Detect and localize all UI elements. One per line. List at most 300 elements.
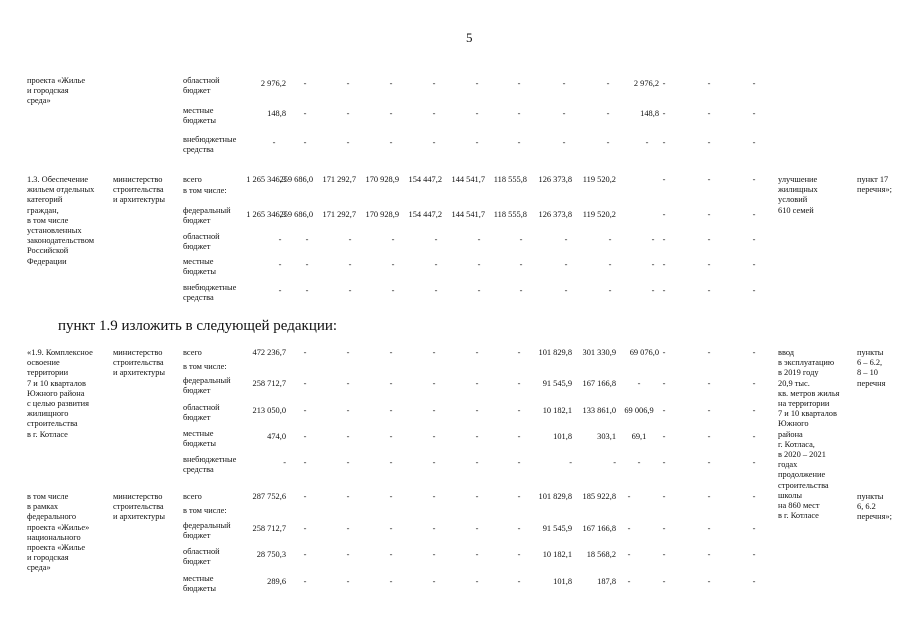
dash-cell: - [707, 235, 711, 244]
dash-cell: - [564, 260, 568, 269]
dash-cell: - [391, 235, 395, 244]
cell-value: 171 292,7 [322, 175, 356, 184]
dash-cell: - [752, 492, 756, 501]
dash-cell: - [662, 138, 666, 147]
item-name-line: Федерации [27, 256, 67, 266]
dash-cell: - [346, 348, 350, 357]
item-name-line: законодательством [27, 236, 95, 246]
dash-cell: - [303, 550, 307, 559]
dash-cell: - [475, 524, 479, 533]
dash-cell: - [608, 260, 612, 269]
dash-cell: - [434, 286, 438, 295]
dash-cell: - [475, 138, 479, 147]
cell-value: 259 686,0 [279, 175, 313, 184]
reference-line: пункт 17 [857, 175, 889, 184]
dash-cell: - [752, 79, 756, 88]
item-name-line: граждан, [27, 205, 59, 215]
dash-cell: - [707, 138, 711, 147]
dash-cell: - [707, 524, 711, 533]
dash-cell: - [348, 260, 352, 269]
dash-cell: - [346, 458, 350, 467]
dash-cell: - [662, 406, 666, 415]
dash-cell: - [389, 458, 393, 467]
cell-value: - [613, 458, 616, 467]
dash-cell: - [662, 175, 666, 184]
cell-value: 119 520,2 [582, 175, 616, 184]
dash-cell: - [278, 286, 282, 295]
cell-value: 213 050,0 [252, 406, 286, 415]
dash-cell: - [707, 550, 711, 559]
reference-line: 8 – 10 [857, 368, 878, 378]
dash-cell: - [707, 210, 711, 219]
dash-cell: - [517, 138, 521, 147]
page-number: 5 [466, 30, 473, 45]
dash-cell: - [517, 432, 521, 441]
dash-cell: - [475, 379, 479, 388]
cell-value: 101,8 [553, 577, 572, 586]
dash-cell: - [303, 577, 307, 586]
result-line: в эксплуатацию [778, 358, 835, 368]
item-name-line: строительства [27, 419, 78, 429]
dash-cell: - [475, 79, 479, 88]
item-name-line: категорий [27, 195, 63, 205]
including-label: в том числе: [183, 362, 227, 371]
cell-value: 18 568,2 [586, 550, 616, 559]
dash-cell: - [662, 432, 666, 441]
funding-source-line: внебюджетные [183, 455, 237, 464]
result-line: 7 и 10 кварталов [778, 409, 837, 419]
item-name-line: Российской [27, 246, 69, 256]
dash-cell: - [346, 109, 350, 118]
dash-cell: - [389, 492, 393, 501]
dash-cell: - [517, 492, 521, 501]
item-name-line: и городская [27, 553, 69, 563]
cell-value: - [637, 458, 641, 467]
dash-cell: - [707, 348, 711, 357]
dash-cell: - [303, 524, 307, 533]
dash-cell: - [278, 235, 282, 244]
dash-cell: - [608, 286, 612, 295]
item-name-line: среда» [27, 563, 51, 573]
executor-line: строительства [113, 185, 164, 195]
item-name-line: в том числе [27, 215, 69, 225]
funding-source-line: федеральный [183, 376, 231, 385]
dash-cell: - [752, 458, 756, 467]
dash-cell: - [645, 138, 649, 147]
reference-line: 6 – 6.2, [857, 358, 883, 368]
dash-cell: - [475, 577, 479, 586]
reference-line: пункты [857, 492, 884, 501]
dash-cell: - [519, 260, 523, 269]
dash-cell: - [389, 550, 393, 559]
item-name-line: и городская [27, 86, 69, 96]
dash-cell: - [517, 458, 521, 467]
dash-cell: - [303, 109, 307, 118]
dash-cell: - [707, 432, 711, 441]
cell-value: 474,0 [267, 432, 286, 441]
cell-value: 133 861,0 [582, 406, 616, 415]
result-line: в 2019 году [778, 368, 819, 378]
dash-cell: - [305, 260, 309, 269]
dash-cell: - [346, 550, 350, 559]
dash-cell: - [651, 235, 655, 244]
dash-cell: - [432, 458, 436, 467]
dash-cell: - [432, 524, 436, 533]
dash-cell: - [707, 379, 711, 388]
dash-cell: - [752, 348, 756, 357]
funding-source-line: бюджет [183, 242, 211, 252]
dash-cell: - [662, 492, 666, 501]
funding-source-line: областной [183, 232, 220, 241]
funding-source-line: бюджет [183, 413, 211, 423]
dash-cell: - [432, 406, 436, 415]
item-name-line: национального [27, 532, 81, 542]
dash-cell: - [346, 138, 350, 147]
executor-line: министерство [113, 348, 163, 357]
dash-cell: - [432, 379, 436, 388]
dash-cell: - [303, 406, 307, 415]
item-name-line: федерального [27, 512, 77, 522]
funding-source-total: всего [183, 348, 202, 357]
cell-value: 154 447,2 [408, 175, 442, 184]
dash-cell: - [475, 109, 479, 118]
dash-cell: - [662, 286, 666, 295]
funding-source-line: областной [183, 403, 220, 412]
result-line: жилищных [778, 185, 818, 195]
cell-value: 472 236,7 [252, 348, 286, 357]
dash-cell: - [346, 577, 350, 586]
dash-cell: - [707, 175, 711, 184]
cell-value: 287 752,6 [252, 492, 286, 501]
cell-value: 126 373,8 [538, 210, 572, 219]
result-line: 20,9 тыс. [778, 378, 810, 388]
funding-source-line: средства [183, 145, 214, 155]
dash-cell: - [752, 210, 756, 219]
cell-value: 171 292,7 [322, 210, 356, 219]
cell-value: 148,8 [640, 109, 659, 118]
dash-cell: - [707, 577, 711, 586]
dash-cell: - [606, 109, 610, 118]
item-name-line: среда» [27, 96, 51, 106]
cell-value: 10 182,1 [542, 550, 572, 559]
dash-cell: - [519, 235, 523, 244]
funding-source-line: бюджеты [183, 439, 217, 449]
dash-cell: - [662, 577, 666, 586]
dash-cell: - [562, 109, 566, 118]
dash-cell: - [346, 379, 350, 388]
dash-cell: - [707, 260, 711, 269]
dash-cell: - [662, 235, 666, 244]
funding-source-line: бюджеты [183, 267, 217, 277]
result-line: 610 семей [778, 205, 814, 215]
result-line: г. Котласа, [778, 439, 815, 449]
cell-value: 118 555,8 [493, 175, 527, 184]
dash-cell: - [346, 432, 350, 441]
dash-cell: - [389, 138, 393, 147]
dash-cell: - [752, 577, 756, 586]
dash-cell: - [475, 406, 479, 415]
dash-cell: - [662, 109, 666, 118]
dash-cell: - [346, 406, 350, 415]
dash-cell: - [707, 79, 711, 88]
dash-cell: - [519, 286, 523, 295]
dash-cell: - [627, 492, 631, 501]
cell-value: 101 829,8 [538, 348, 572, 357]
dash-cell: - [477, 260, 481, 269]
result-line: в 2020 – 2021 [778, 450, 826, 459]
cell-value: 167 166,8 [582, 379, 616, 388]
dash-cell: - [475, 458, 479, 467]
funding-source-line: бюджет [183, 531, 211, 541]
dash-cell: - [475, 492, 479, 501]
cell-value: 154 447,2 [408, 210, 442, 219]
dash-cell: - [389, 577, 393, 586]
funding-source-line: местные [183, 106, 214, 115]
funding-source-line: бюджет [183, 386, 211, 396]
cell-value: 126 373,8 [538, 175, 572, 184]
dash-cell: - [627, 524, 631, 533]
dash-cell: - [432, 138, 436, 147]
dash-cell: - [303, 79, 307, 88]
funding-source-line: бюджеты [183, 116, 217, 126]
funding-source-line: областной [183, 76, 220, 85]
funding-source-line: местные [183, 574, 214, 583]
dash-cell: - [707, 458, 711, 467]
dash-cell: - [752, 235, 756, 244]
dash-cell: - [389, 524, 393, 533]
cell-value: 303,1 [597, 432, 616, 441]
cell-value: 259 686,0 [279, 210, 313, 219]
cell-value: 119 520,2 [582, 210, 616, 219]
executor-line: министерство [113, 175, 163, 184]
dash-cell: - [305, 286, 309, 295]
result-line: годах [778, 460, 798, 470]
dash-cell: - [627, 577, 631, 586]
dash-cell: - [477, 286, 481, 295]
cell-value: 1 265 346,3 [246, 175, 286, 184]
funding-source-total: всего [183, 175, 202, 184]
dash-cell: - [517, 348, 521, 357]
result-line: ввод [778, 348, 795, 357]
dash-cell: - [517, 379, 521, 388]
dash-cell: - [562, 79, 566, 88]
dash-cell: - [752, 260, 756, 269]
cell-value: 144 541,7 [451, 175, 485, 184]
funding-source-line: бюджет [183, 86, 211, 96]
cell-value: 101 829,8 [538, 492, 572, 501]
cell-value: 1 265 346,3 [246, 210, 286, 219]
cell-value: - [283, 458, 286, 467]
cell-value: 91 545,9 [542, 524, 572, 533]
dash-cell: - [662, 379, 666, 388]
cell-value: 170 928,9 [365, 210, 399, 219]
cell-value: 185 922,8 [582, 492, 616, 501]
executor-line: строительства [113, 502, 164, 512]
dash-cell: - [348, 286, 352, 295]
cell-value: 301 330,9 [582, 348, 616, 357]
item-name-line: проекта «Жилье [27, 543, 86, 552]
dash-cell: - [477, 235, 481, 244]
dash-cell: - [707, 406, 711, 415]
reference-line: перечня [857, 378, 886, 388]
dash-cell: - [346, 492, 350, 501]
reference-line: перечня»; [857, 512, 892, 522]
dash-cell: - [662, 458, 666, 467]
dash-cell: - [389, 348, 393, 357]
cell-value: 69,1 [631, 432, 647, 441]
result-line: продолжение [778, 470, 826, 480]
reference-line: перечня»; [857, 185, 892, 195]
result-line: на территории [778, 399, 830, 408]
funding-source-line: внебюджетные [183, 135, 237, 144]
cell-value: 118 555,8 [493, 210, 527, 219]
cell-value: 187,8 [597, 577, 616, 586]
dash-cell: - [348, 235, 352, 244]
funding-source-line: местные [183, 257, 214, 266]
dash-cell: - [517, 577, 521, 586]
result-line: кв. метров жилья [778, 388, 840, 398]
item-name-line: территории [27, 368, 69, 378]
item-name-line: «1.9. Комплексное [27, 348, 93, 357]
dash-cell: - [303, 348, 307, 357]
cell-value: 28 750,3 [256, 550, 286, 559]
dash-cell: - [608, 235, 612, 244]
dash-cell: - [432, 577, 436, 586]
funding-source-line: внебюджетные [183, 283, 237, 292]
result-line: в г. Котласе [778, 511, 819, 521]
cell-value: 144 541,7 [451, 210, 485, 219]
funding-source-line: бюджет [183, 557, 211, 567]
result-line: школы [778, 490, 802, 500]
funding-source-line: бюджет [183, 216, 211, 226]
cell-value: 167 166,8 [582, 524, 616, 533]
dash-cell: - [303, 492, 307, 501]
section-heading: пункт 1.9 изложить в следующей редакции: [58, 318, 338, 334]
dash-cell: - [606, 79, 610, 88]
dash-cell: - [391, 286, 395, 295]
dash-cell: - [432, 492, 436, 501]
item-name-line: проекта «Жилье [27, 76, 86, 85]
dash-cell: - [752, 524, 756, 533]
dash-cell: - [434, 235, 438, 244]
dash-cell: - [434, 260, 438, 269]
executor-line: и архитектуры [113, 195, 166, 205]
cell-value: 258 712,7 [252, 379, 286, 388]
dash-cell: - [389, 406, 393, 415]
dash-cell: - [564, 286, 568, 295]
executor-line: министерство [113, 492, 163, 501]
dash-cell: - [303, 138, 307, 147]
reference-line: 6, 6.2 [857, 502, 876, 512]
result-line: района [778, 429, 803, 439]
result-line: улучшение [778, 175, 818, 184]
dash-cell: - [432, 79, 436, 88]
dash-cell: - [517, 109, 521, 118]
item-name-line: проекта «Жилье» [27, 522, 90, 532]
dash-cell: - [517, 79, 521, 88]
dash-cell: - [303, 432, 307, 441]
dash-cell: - [389, 432, 393, 441]
funding-source-line: средства [183, 465, 214, 475]
dash-cell: - [651, 286, 655, 295]
cell-value: 69 076,0 [629, 348, 659, 357]
dash-cell: - [752, 432, 756, 441]
item-name-line: 1.3. Обеспечение [27, 175, 89, 184]
funding-source-line: федеральный [183, 521, 231, 530]
dash-cell: - [752, 175, 756, 184]
dash-cell: - [389, 109, 393, 118]
dash-cell: - [662, 79, 666, 88]
dash-cell: - [278, 260, 282, 269]
dash-cell: - [432, 550, 436, 559]
dash-cell: - [303, 379, 307, 388]
dash-cell: - [432, 109, 436, 118]
dash-cell: - [707, 286, 711, 295]
funding-source-total: всего [183, 492, 202, 501]
item-name-line: 7 и 10 кварталов [27, 378, 86, 388]
cell-value: - [569, 458, 572, 467]
dash-cell: - [346, 524, 350, 533]
result-line: на 860 мест [778, 501, 820, 510]
item-name-line: жилищного [27, 409, 69, 419]
result-line: Южного [778, 419, 809, 429]
dash-cell: - [752, 379, 756, 388]
dash-cell: - [475, 550, 479, 559]
result-line: строительства [778, 480, 829, 490]
dash-cell: - [346, 79, 350, 88]
item-name-line: в г. Котласе [27, 429, 68, 439]
funding-source-line: федеральный [183, 206, 231, 215]
dash-cell: - [303, 458, 307, 467]
dash-cell: - [517, 524, 521, 533]
funding-source-line: местные [183, 429, 214, 438]
item-name-line: с целью развития [27, 399, 90, 408]
executor-line: строительства [113, 358, 164, 368]
cell-value: 170 928,9 [365, 175, 399, 184]
dash-cell: - [517, 550, 521, 559]
cell-value: 69 006,9 [624, 406, 654, 415]
dash-cell: - [432, 348, 436, 357]
dash-cell: - [662, 260, 666, 269]
dash-cell: - [272, 138, 276, 147]
dash-cell: - [389, 379, 393, 388]
result-line: условий [778, 195, 808, 205]
executor-line: и архитектуры [113, 512, 166, 522]
dash-cell: - [391, 260, 395, 269]
item-name-line: освоение [27, 358, 60, 368]
item-name-line: Южного района [27, 388, 85, 398]
including-label: в том числе: [183, 186, 227, 195]
funding-source-line: бюджеты [183, 584, 217, 594]
cell-value: 91 545,9 [542, 379, 572, 388]
dash-cell: - [564, 235, 568, 244]
dash-cell: - [662, 348, 666, 357]
reference-line: пункты [857, 348, 884, 357]
cell-value: 101,8 [553, 432, 572, 441]
dash-cell: - [562, 138, 566, 147]
dash-cell: - [662, 524, 666, 533]
cell-value: 10 182,1 [542, 406, 572, 415]
dash-cell: - [707, 492, 711, 501]
dash-cell: - [662, 210, 666, 219]
cell-value: 289,6 [267, 577, 286, 586]
dash-cell: - [752, 406, 756, 415]
item-name-line: в рамках [27, 502, 59, 512]
cell-value: 148,8 [267, 109, 286, 118]
dash-cell: - [752, 550, 756, 559]
cell-value: - [637, 379, 641, 388]
dash-cell: - [432, 432, 436, 441]
